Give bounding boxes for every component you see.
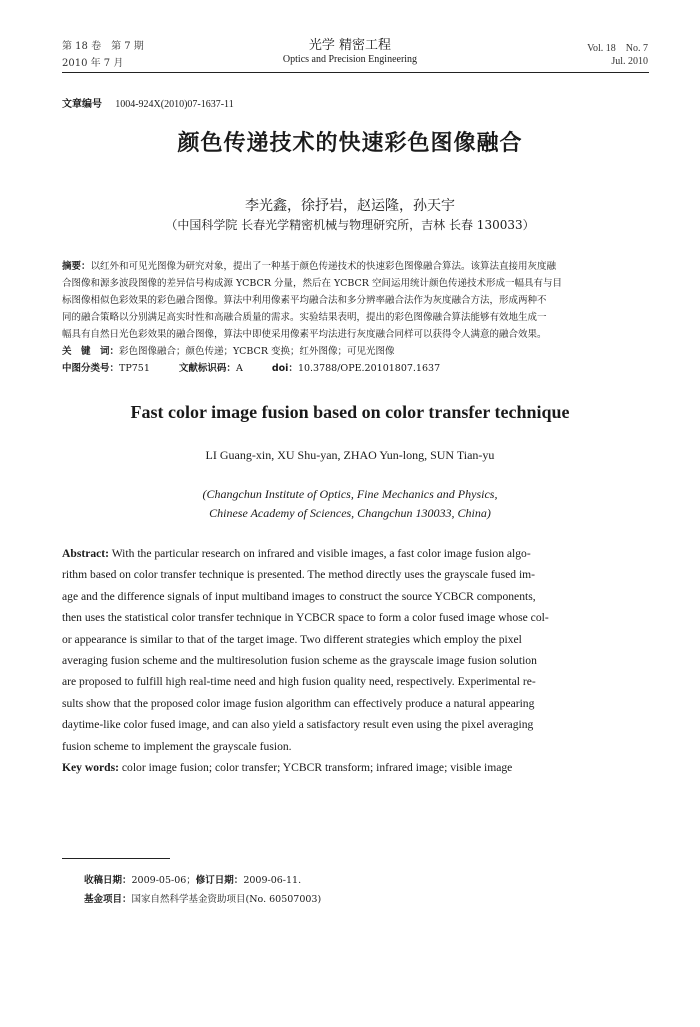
page-title-en: Fast color image fusion based on color transfer technique bbox=[130, 402, 570, 422]
abstract-en-line-7: are proposed to fulfill high real-time need and high fusion quality need, respectively. Experimental re- bbox=[62, 675, 536, 689]
clc-value: TP751 bbox=[119, 363, 150, 374]
abstract-en-line-6: averaging fusion scheme and the multiresolution fusion scheme as the grayscale image fusion solution bbox=[62, 654, 537, 668]
abstract-en-line-10: fusion scheme to implement the grayscale fusion. bbox=[62, 739, 292, 753]
abstract-zh-line-3: 标图像相似色彩效果的彩色融合图像。算法中利用像素平均融合法和多分辨率融合法作为灰度融合方法，形成两种不 bbox=[62, 295, 547, 306]
abstract-en-line-2: rithm based on color transfer technique is presented. The method directly uses the grayscale fused im- bbox=[62, 568, 536, 582]
abstract-zh bbox=[62, 258, 652, 377]
clc-label: 中图分类号： bbox=[62, 363, 120, 374]
authors-zh: 李光鑫，徐抒岩，赵运隆，孙天宇 bbox=[245, 198, 455, 214]
journal-volume-en: Vol. 18 No. 7 bbox=[587, 43, 648, 54]
abstract-en-line-9: daytime-like color fused image, and can also yield a satisfactory result even using the pixel averaging bbox=[62, 718, 534, 732]
authors-en: LI Guang-xin, XU Shu-yan, ZHAO Yun-long, SUN Tian-yu bbox=[205, 448, 495, 462]
abstract-en-label: Abstract: bbox=[62, 547, 110, 560]
doc-code-value: A bbox=[235, 363, 243, 374]
journal-date-en: Jul. 2010 bbox=[611, 56, 648, 67]
fund-label: 基金项目： bbox=[84, 894, 132, 905]
article-number-label: 文章编号 bbox=[62, 99, 102, 110]
abstract-zh-line-2: 合图像和源多波段图像的差异信号构成源 YCBCR 分量，然后在 YCBCR 空间运用统计颜色传递技术形成一幅具有与目 bbox=[62, 278, 562, 289]
abstract-en bbox=[62, 543, 649, 778]
page-title-zh: 颜色传递技术的快速彩色图像融合 bbox=[177, 131, 523, 156]
fund-value: 国家自然科学基金资助项目(No. 60507003) bbox=[131, 894, 322, 905]
classification-line bbox=[62, 360, 652, 377]
abstract-zh-line-5: 幅具有自然日光色彩效果的融合图像，算法中即使采用像素平均法进行灰度融合同样可以获得令人满意的融合效果。 bbox=[62, 329, 547, 340]
abstract-en-line-8: sults show that the proposed color image fusion algorithm can effectively produce a natural appearing bbox=[62, 696, 535, 710]
footnote-fund bbox=[84, 891, 321, 905]
keywords-zh bbox=[62, 343, 652, 360]
header-rule bbox=[62, 72, 649, 73]
keywords-zh-value: 彩色图像融合；颜色传递；YCBCR 变换；红外图像；可见光图像 bbox=[119, 346, 395, 357]
footnote-rule bbox=[62, 858, 170, 859]
keywords-en-label: Key words: bbox=[62, 761, 119, 775]
abstract-zh-line-4: 同的融合策略以分别满足高实时性和高融合质量的需求。实验结果表明，提出的彩色图像融合算法能够有效地生成一 bbox=[62, 312, 547, 323]
footnote-dates bbox=[84, 872, 301, 886]
revised-value: 2009-06-11. bbox=[243, 875, 302, 886]
received-label: 收稿日期： bbox=[84, 875, 132, 886]
affiliation-zh: （中国科学院 长春光学精密机械与物理研究所，吉林 长春 130033） bbox=[165, 218, 535, 232]
affiliation-en-line-1: (Changchun Institute of Optics, Fine Mechanics and Physics, bbox=[202, 487, 498, 501]
journal-date-zh: 2010 年 7 月 bbox=[62, 58, 124, 69]
article-number bbox=[62, 95, 234, 110]
keywords-en-value: color image fusion; color transfer; YCBCR transform; infrared image; visible image bbox=[119, 761, 513, 775]
doi-label: doi： bbox=[271, 363, 298, 374]
doc-code-label: 文献标识码： bbox=[178, 363, 236, 374]
abstract-zh-line-1: 摘要：以红外和可见光图像为研究对象，提出了一种基于颜色传递技术的快速彩色图像融合算法。该算法直接用灰度融 bbox=[62, 261, 557, 272]
journal-name-en: Optics and Precision Engineering bbox=[282, 54, 418, 65]
received-value: 2009-05-06； bbox=[131, 875, 196, 886]
abstract-zh-label: 摘要： bbox=[62, 261, 91, 272]
journal-name-zh: 光学 精密工程 bbox=[308, 38, 392, 53]
revised-label: 修订日期： bbox=[195, 875, 244, 886]
keywords-en bbox=[62, 757, 649, 778]
abstract-en-line-3: age and the difference signals of input multiband images to construct the source YCBCR components, bbox=[62, 589, 536, 603]
abstract-en-line-1: Abstract: With the particular research on infrared and visible images, a fast color image fusion algo- bbox=[62, 547, 531, 560]
affiliation-en-line-2: Chinese Academy of Sciences, Changchun 130033, China) bbox=[209, 506, 491, 520]
doi-value: 10.3788/OPE.20101807.1637 bbox=[297, 363, 441, 374]
keywords-zh-label: 关 键 词： bbox=[62, 346, 120, 357]
abstract-en-line-4: then uses the statistical color transfer technique in YCBCR space to form a color fused image whose col- bbox=[62, 611, 549, 625]
abstract-en-line-5: or appearance is similar to that of the target image. Two different strategies which employ the pixel bbox=[62, 632, 522, 646]
journal-volume-issue: 第 18 卷 第 7 期 bbox=[62, 41, 144, 52]
article-number-value: 1004-924X(2010)07-1637-11 bbox=[115, 99, 234, 110]
